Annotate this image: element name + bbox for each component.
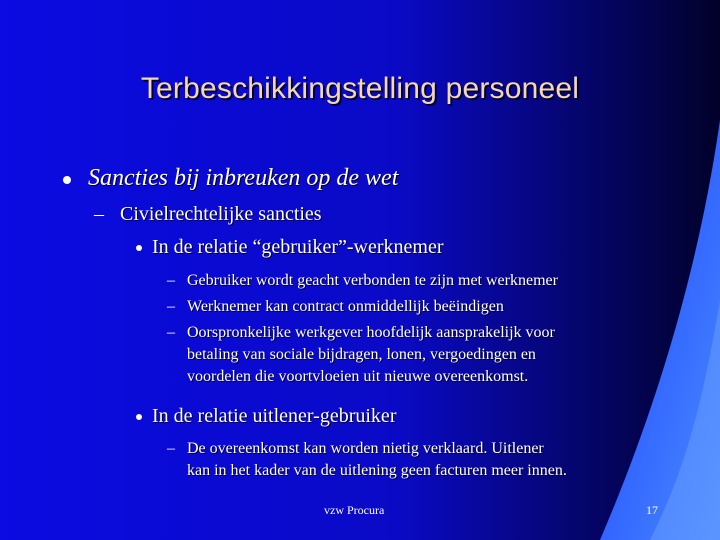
- dash-icon: –: [94, 203, 104, 225]
- section1-item: Gebruiker wordt geacht verbonden te zijn met werknemer: [187, 272, 558, 289]
- slide-title: Terbeschikkingstelling personeel: [140, 72, 580, 105]
- section1-item-continued: voordelen die voortvloeien uit nieuwe overeenkomst.: [187, 368, 529, 385]
- dash-icon: –: [167, 298, 175, 315]
- dash-icon: –: [167, 440, 175, 457]
- dash-icon: –: [167, 324, 175, 341]
- section1-heading: In de relatie “gebruiker”-werknemer: [152, 236, 444, 258]
- bullet-icon: [136, 414, 142, 420]
- dash-icon: –: [167, 272, 175, 289]
- section2-item: De overeenkomst kan worden nietig verklaard. Uitlener: [187, 440, 544, 457]
- section1-item: Oorspronkelijke werkgever hoofdelijk aansprakelijk voor: [187, 324, 555, 341]
- section1-item-continued: betaling van sociale bijdragen, lonen, vergoedingen en: [187, 346, 536, 363]
- section1-item: Werknemer kan contract onmiddellijk beëindigen: [187, 298, 504, 315]
- level2-heading: Civielrechtelijke sancties: [120, 203, 322, 225]
- level1-heading: Sancties bij inbreuken op de wet: [88, 165, 399, 191]
- page-number: 17: [646, 503, 658, 517]
- section2-heading: In de relatie uitlener-gebruiker: [152, 405, 397, 427]
- bullet-icon: [136, 245, 142, 251]
- bullet-icon: [63, 176, 71, 184]
- footer-org: vzw Procura: [324, 503, 385, 517]
- section2-item-continued: kan in het kader van de uitlening geen facturen meer innen.: [187, 462, 567, 479]
